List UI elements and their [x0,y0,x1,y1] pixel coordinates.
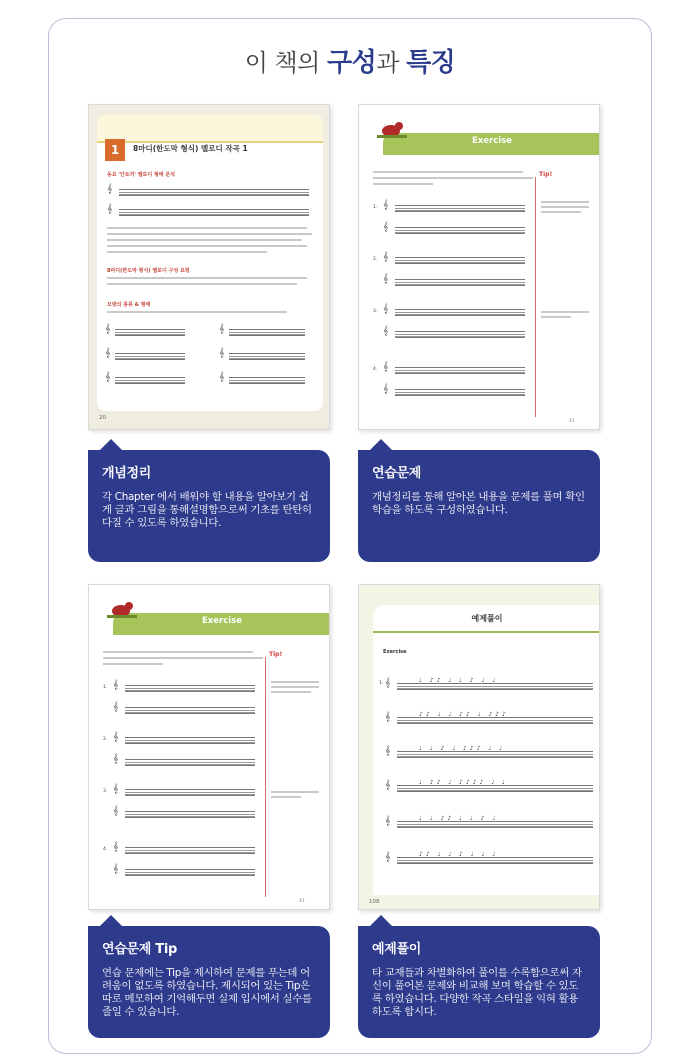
section-card-sample-solution [358,926,600,1038]
section-description: 타 교재들과 차별화하여 풀이를 수록함으로써 자신이 풀어본 문제와 비교해 보며 학습할 수 있도록 하였습니다. 다양한 작곡 스타일을 익혀 활용하도록 합시다. [372,967,582,1018]
sample-banner-title: 예제풀이 [471,614,503,623]
page-number: 41 [569,419,575,424]
title-highlight-2: 특징 [406,48,456,78]
section-card-concept [88,450,330,562]
title-mid: 과 [376,49,407,77]
sample-subheading: Exercise [383,649,407,655]
concept-page-thumbnail: 1 8마디(한도막 형식) 멜로디 작곡 1 동요 '안토끼' 멜로디 형태 분석 𝄞 𝄞 8마디(한도막 형식) 멜로디 구성 요령 모방의 종류 & 형태 𝄞 𝄞 𝄞 𝄞 𝄞 𝄞 20 [88,104,330,430]
tip-label: Tip! [269,651,283,658]
chapter-number: 1 [105,139,125,161]
section-label: 예제풀이 [372,942,422,957]
exercise-page-thumbnail: Exercise Tip! 1. 𝄞 𝄞 2. 𝄞 𝄞 3. 𝄞 𝄞 4. 𝄞 𝄞 41 [358,104,600,430]
concept-section-1: 동요 '안토끼' 멜로디 형태 분석 [107,172,175,178]
section-label: 연습문제 Tip [102,942,177,957]
title-prefix: 이 책의 [244,49,327,77]
section-description: 개념정리를 통해 알아본 내용을 문제를 풀며 확인 학습을 하도록 구성하였습니다. [372,491,585,516]
page-title [0,42,700,79]
page-number: 108 [369,899,380,905]
tip-label: Tip! [539,171,553,178]
exercise-tip-page-thumbnail: Exercise Tip! 1. 𝄞 𝄞 2. 𝄞 𝄞 3. 𝄞 𝄞 4. 𝄞 𝄞 41 [88,584,330,910]
page-number: 41 [299,899,305,904]
section-card-exercise-tip [88,926,330,1038]
exercise-banner-title: Exercise [471,136,513,146]
title-highlight-1: 구성 [327,48,377,78]
section-label: 개념정리 [102,466,152,481]
page-number: 20 [99,415,106,421]
concept-section-2: 8마디(한도막 형식) 멜로디 구성 요령 [107,268,190,274]
section-description: 각 Chapter 에서 배워야 할 내용을 알아보기 쉽게 글과 그림을 통해설명함으로써 기초를 탄탄히 다질 수 있도록 하였습니다. [102,491,312,529]
exercise-banner-title: Exercise [201,616,243,626]
concept-heading: 8마디(한도막 형식) 멜로디 작곡 1 [133,144,248,153]
sample-solution-page-thumbnail: 예제풀이 Exercise 1. 𝄞 ♩ ♪♪ ♩ ♩ ♪ ♩ ♩ 𝄞 ♪♪ ♩ ♩ ♪♪ ♩ ♪♪♪ 𝄞 ♩ ♩ ♪ ♩ ♪♪♪ ♩ ♩ 𝄞 ♩ ♪♪ ♩ ♪♪♪♪ ♩ ♩ 𝄞 ♩ ♩ ♪♪ ♩ ♩ ♪ ♩ 𝄞 ♪♪ ♩ ♩ ♪ ♩ ♩ ♩ 108 [358,584,600,910]
section-label: 연습문제 [372,466,422,481]
section-card-exercise [358,450,600,562]
concept-section-3: 모방의 종류 & 형태 [107,302,151,308]
section-description: 연습 문제에는 Tip을 제시하여 문제를 푸는데 어려움이 없도록 하였습니다. 제시되어 있는 Tip은 따로 메모하여 기억해두면 실제 입시에서 실수를 줄일 수 있습니다. [102,967,312,1018]
